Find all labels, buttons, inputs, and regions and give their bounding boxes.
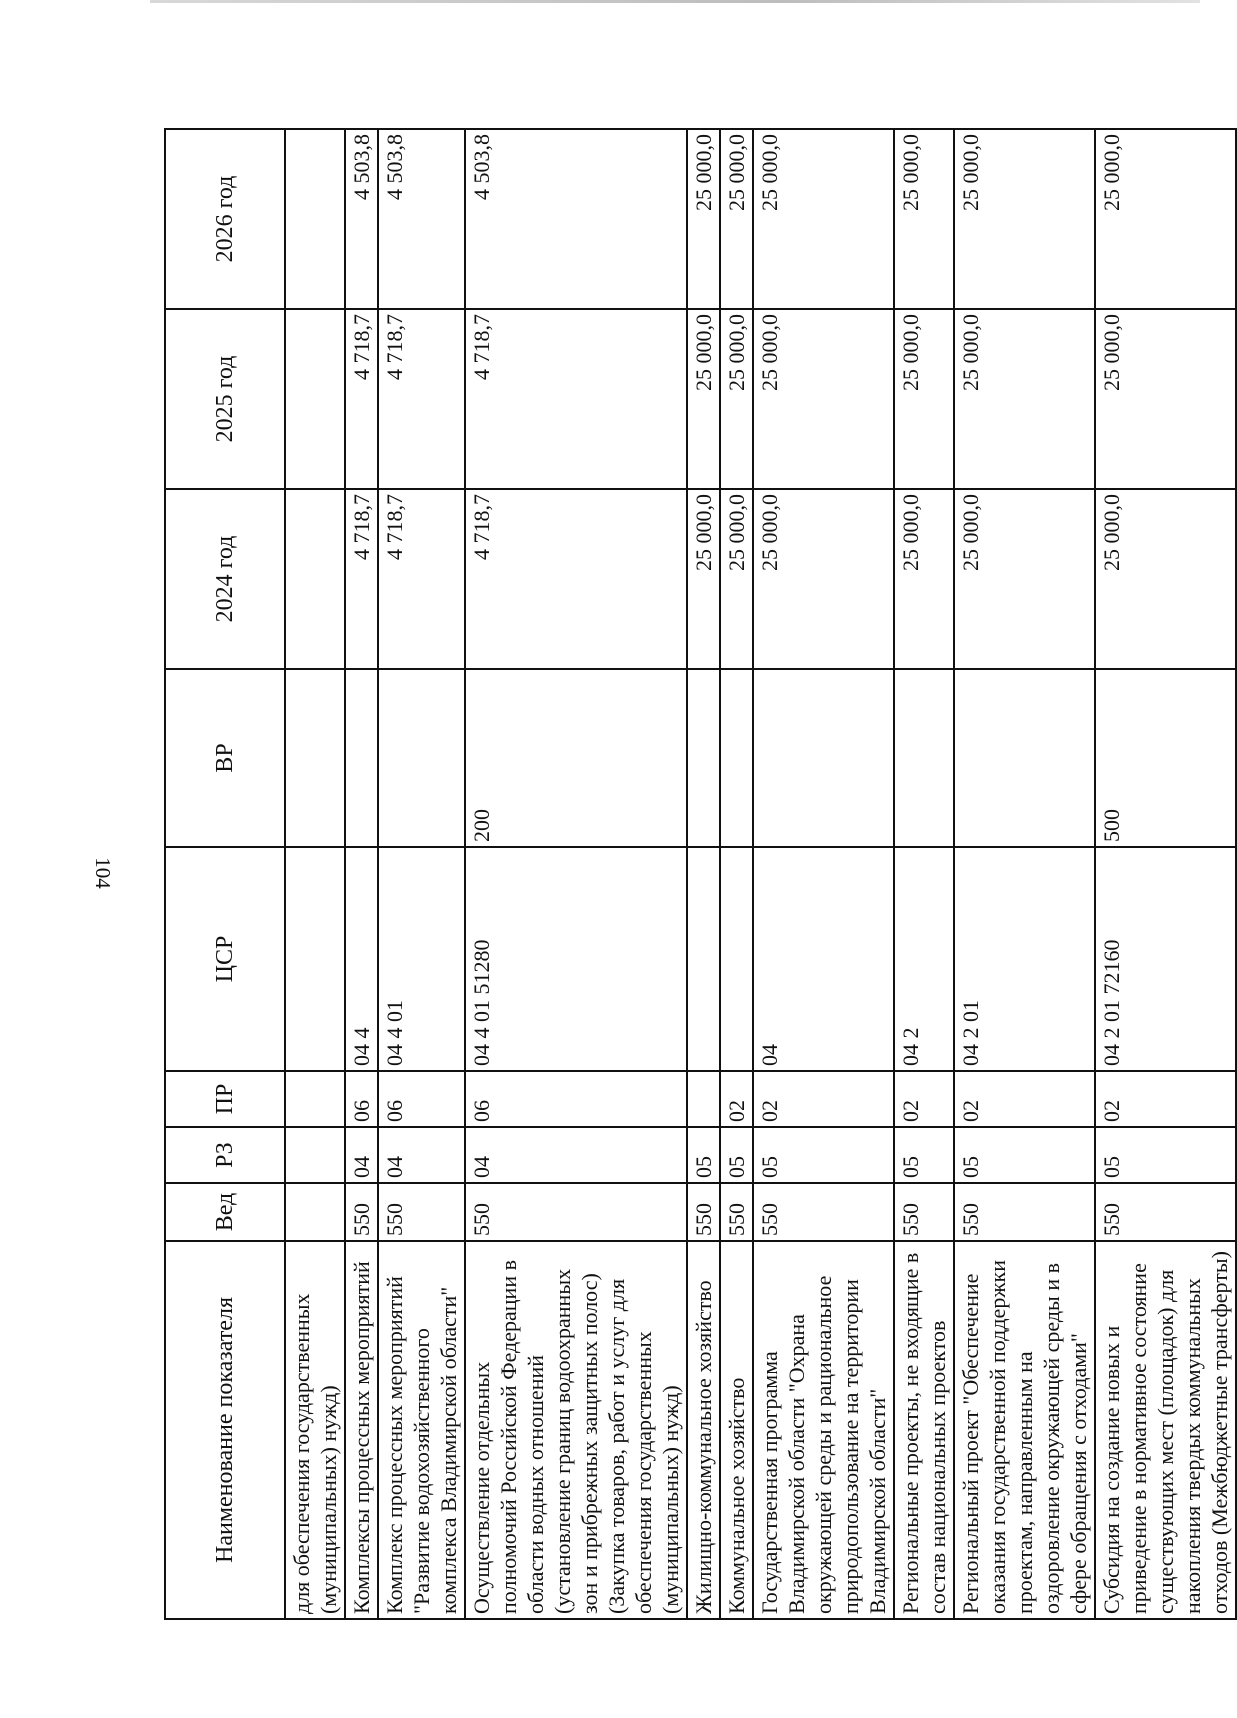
row-rz: 05 <box>954 1127 1095 1183</box>
row-2026: 4 503,8 <box>378 129 465 309</box>
row-name: Субсидия на создание новых и приведение в нормативное состояние существующих мест (площадок) для накопления твердых коммунальных отходов (Межбюджетные трансферты) <box>1095 1241 1236 1619</box>
row-ved: 550 <box>1095 1183 1236 1241</box>
row-vr: 200 <box>465 669 687 847</box>
row-2024: 4 718,7 <box>378 489 465 669</box>
row-2025: 25 000,0 <box>753 309 894 489</box>
row-pr: 02 <box>894 1071 954 1127</box>
row-pr <box>285 1071 345 1127</box>
row-vr <box>894 669 954 847</box>
row-rz: 04 <box>465 1127 687 1183</box>
row-vr: 500 <box>1095 669 1236 847</box>
row-rz: 05 <box>687 1127 720 1183</box>
table-row <box>753 129 894 1619</box>
row-rz: 05 <box>720 1127 753 1183</box>
row-ved: 550 <box>894 1183 954 1241</box>
row-name: для обеспечения государственных (муниципальных) нужд) <box>285 1241 345 1619</box>
row-csr: 04 4 <box>345 847 378 1071</box>
row-rz: 05 <box>753 1127 894 1183</box>
row-2024: 4 718,7 <box>345 489 378 669</box>
row-2025: 25 000,0 <box>894 309 954 489</box>
row-2026: 25 000,0 <box>954 129 1095 309</box>
row-csr <box>687 847 720 1071</box>
header-2026: 2026 год <box>165 129 285 309</box>
row-2024: 25 000,0 <box>1095 489 1236 669</box>
row-vr <box>687 669 720 847</box>
header-rz: РЗ <box>165 1127 285 1183</box>
header-pr: ПР <box>165 1071 285 1127</box>
row-name: Комплексы процессных мероприятий <box>345 1241 378 1619</box>
header-ved: Вед <box>165 1183 285 1241</box>
row-2024: 25 000,0 <box>894 489 954 669</box>
row-2024: 25 000,0 <box>720 489 753 669</box>
row-pr: 06 <box>378 1071 465 1127</box>
table-row <box>687 129 720 1619</box>
row-2025 <box>285 309 345 489</box>
table-row <box>345 129 378 1619</box>
header-vr: ВР <box>165 669 285 847</box>
row-2026: 4 503,8 <box>345 129 378 309</box>
row-2026: 25 000,0 <box>1095 129 1236 309</box>
row-vr <box>753 669 894 847</box>
row-rz <box>285 1127 345 1183</box>
row-2025: 25 000,0 <box>720 309 753 489</box>
row-vr <box>954 669 1095 847</box>
row-2026 <box>285 129 345 309</box>
row-ved: 550 <box>954 1183 1095 1241</box>
row-pr: 02 <box>1095 1071 1236 1127</box>
row-csr: 04 2 01 <box>954 847 1095 1071</box>
page-number: 104 <box>91 857 115 889</box>
row-2025: 25 000,0 <box>954 309 1095 489</box>
row-ved: 550 <box>378 1183 465 1241</box>
row-name: Региональный проект "Обеспечение оказания государственной поддержки проектам, направленным на оздоровление окружающей среды и в сфере обращения с отходами" <box>954 1241 1095 1619</box>
row-2025: 4 718,7 <box>465 309 687 489</box>
row-ved: 550 <box>753 1183 894 1241</box>
header-name: Наименование показателя <box>165 1241 285 1619</box>
row-2024 <box>285 489 345 669</box>
row-csr: 04 2 <box>894 847 954 1071</box>
row-ved: 550 <box>687 1183 720 1241</box>
row-2026: 25 000,0 <box>720 129 753 309</box>
header-2024: 2024 год <box>165 489 285 669</box>
row-2026: 25 000,0 <box>753 129 894 309</box>
row-pr: 06 <box>345 1071 378 1127</box>
row-csr: 04 4 01 <box>378 847 465 1071</box>
table-row <box>465 129 687 1619</box>
rotated-table-container <box>164 130 1232 1620</box>
row-ved: 550 <box>465 1183 687 1241</box>
row-csr: 04 2 01 72160 <box>1095 847 1236 1071</box>
row-vr <box>378 669 465 847</box>
row-pr: 02 <box>720 1071 753 1127</box>
row-csr <box>285 847 345 1071</box>
row-2025: 25 000,0 <box>687 309 720 489</box>
row-pr <box>687 1071 720 1127</box>
row-2026: 25 000,0 <box>894 129 954 309</box>
row-pr: 02 <box>954 1071 1095 1127</box>
row-name: Жилищно-коммунальное хозяйство <box>687 1241 720 1619</box>
row-ved: 550 <box>345 1183 378 1241</box>
row-2026: 4 503,8 <box>465 129 687 309</box>
budget-table <box>164 128 1237 1620</box>
row-rz: 05 <box>1095 1127 1236 1183</box>
row-rz: 05 <box>894 1127 954 1183</box>
table-row <box>954 129 1095 1619</box>
table-row <box>720 129 753 1619</box>
row-ved <box>285 1183 345 1241</box>
row-pr: 02 <box>753 1071 894 1127</box>
table-row <box>894 129 954 1619</box>
row-vr <box>285 669 345 847</box>
row-vr <box>345 669 378 847</box>
scan-top-edge <box>150 0 1200 3</box>
row-csr: 04 <box>753 847 894 1071</box>
row-csr <box>720 847 753 1071</box>
row-csr: 04 4 01 51280 <box>465 847 687 1071</box>
row-2024: 25 000,0 <box>954 489 1095 669</box>
row-2025: 4 718,7 <box>345 309 378 489</box>
row-name: Региональные проекты, не входящие в состав национальных проектов <box>894 1241 954 1619</box>
row-ved: 550 <box>720 1183 753 1241</box>
row-2024: 25 000,0 <box>753 489 894 669</box>
table-header-row <box>165 129 285 1619</box>
row-pr: 06 <box>465 1071 687 1127</box>
table-row <box>285 129 345 1619</box>
row-name: Осуществление отдельных полномочий Российской Федерации в области водных отношений (установление границ водоохранных зон и прибрежных защитных полос) (Закупка товаров, работ и услуг для обеспечения государственных (муниципальных) нужд) <box>465 1241 687 1619</box>
row-name: Комплекс процессных мероприятий "Развитие водохозяйственного комплекса Владимирской области" <box>378 1241 465 1619</box>
row-rz: 04 <box>378 1127 465 1183</box>
row-name: Коммунальное хозяйство <box>720 1241 753 1619</box>
row-rz: 04 <box>345 1127 378 1183</box>
row-2026: 25 000,0 <box>687 129 720 309</box>
row-name: Государственная программа Владимирской области "Охрана окружающей среды и рациональное природопользование на территории Владимирской области" <box>753 1241 894 1619</box>
header-2025: 2025 год <box>165 309 285 489</box>
table-row <box>378 129 465 1619</box>
row-2024: 25 000,0 <box>687 489 720 669</box>
row-2024: 4 718,7 <box>465 489 687 669</box>
row-2025: 25 000,0 <box>1095 309 1236 489</box>
row-vr <box>720 669 753 847</box>
table-row <box>1095 129 1236 1619</box>
header-csr: ЦСР <box>165 847 285 1071</box>
row-2025: 4 718,7 <box>378 309 465 489</box>
